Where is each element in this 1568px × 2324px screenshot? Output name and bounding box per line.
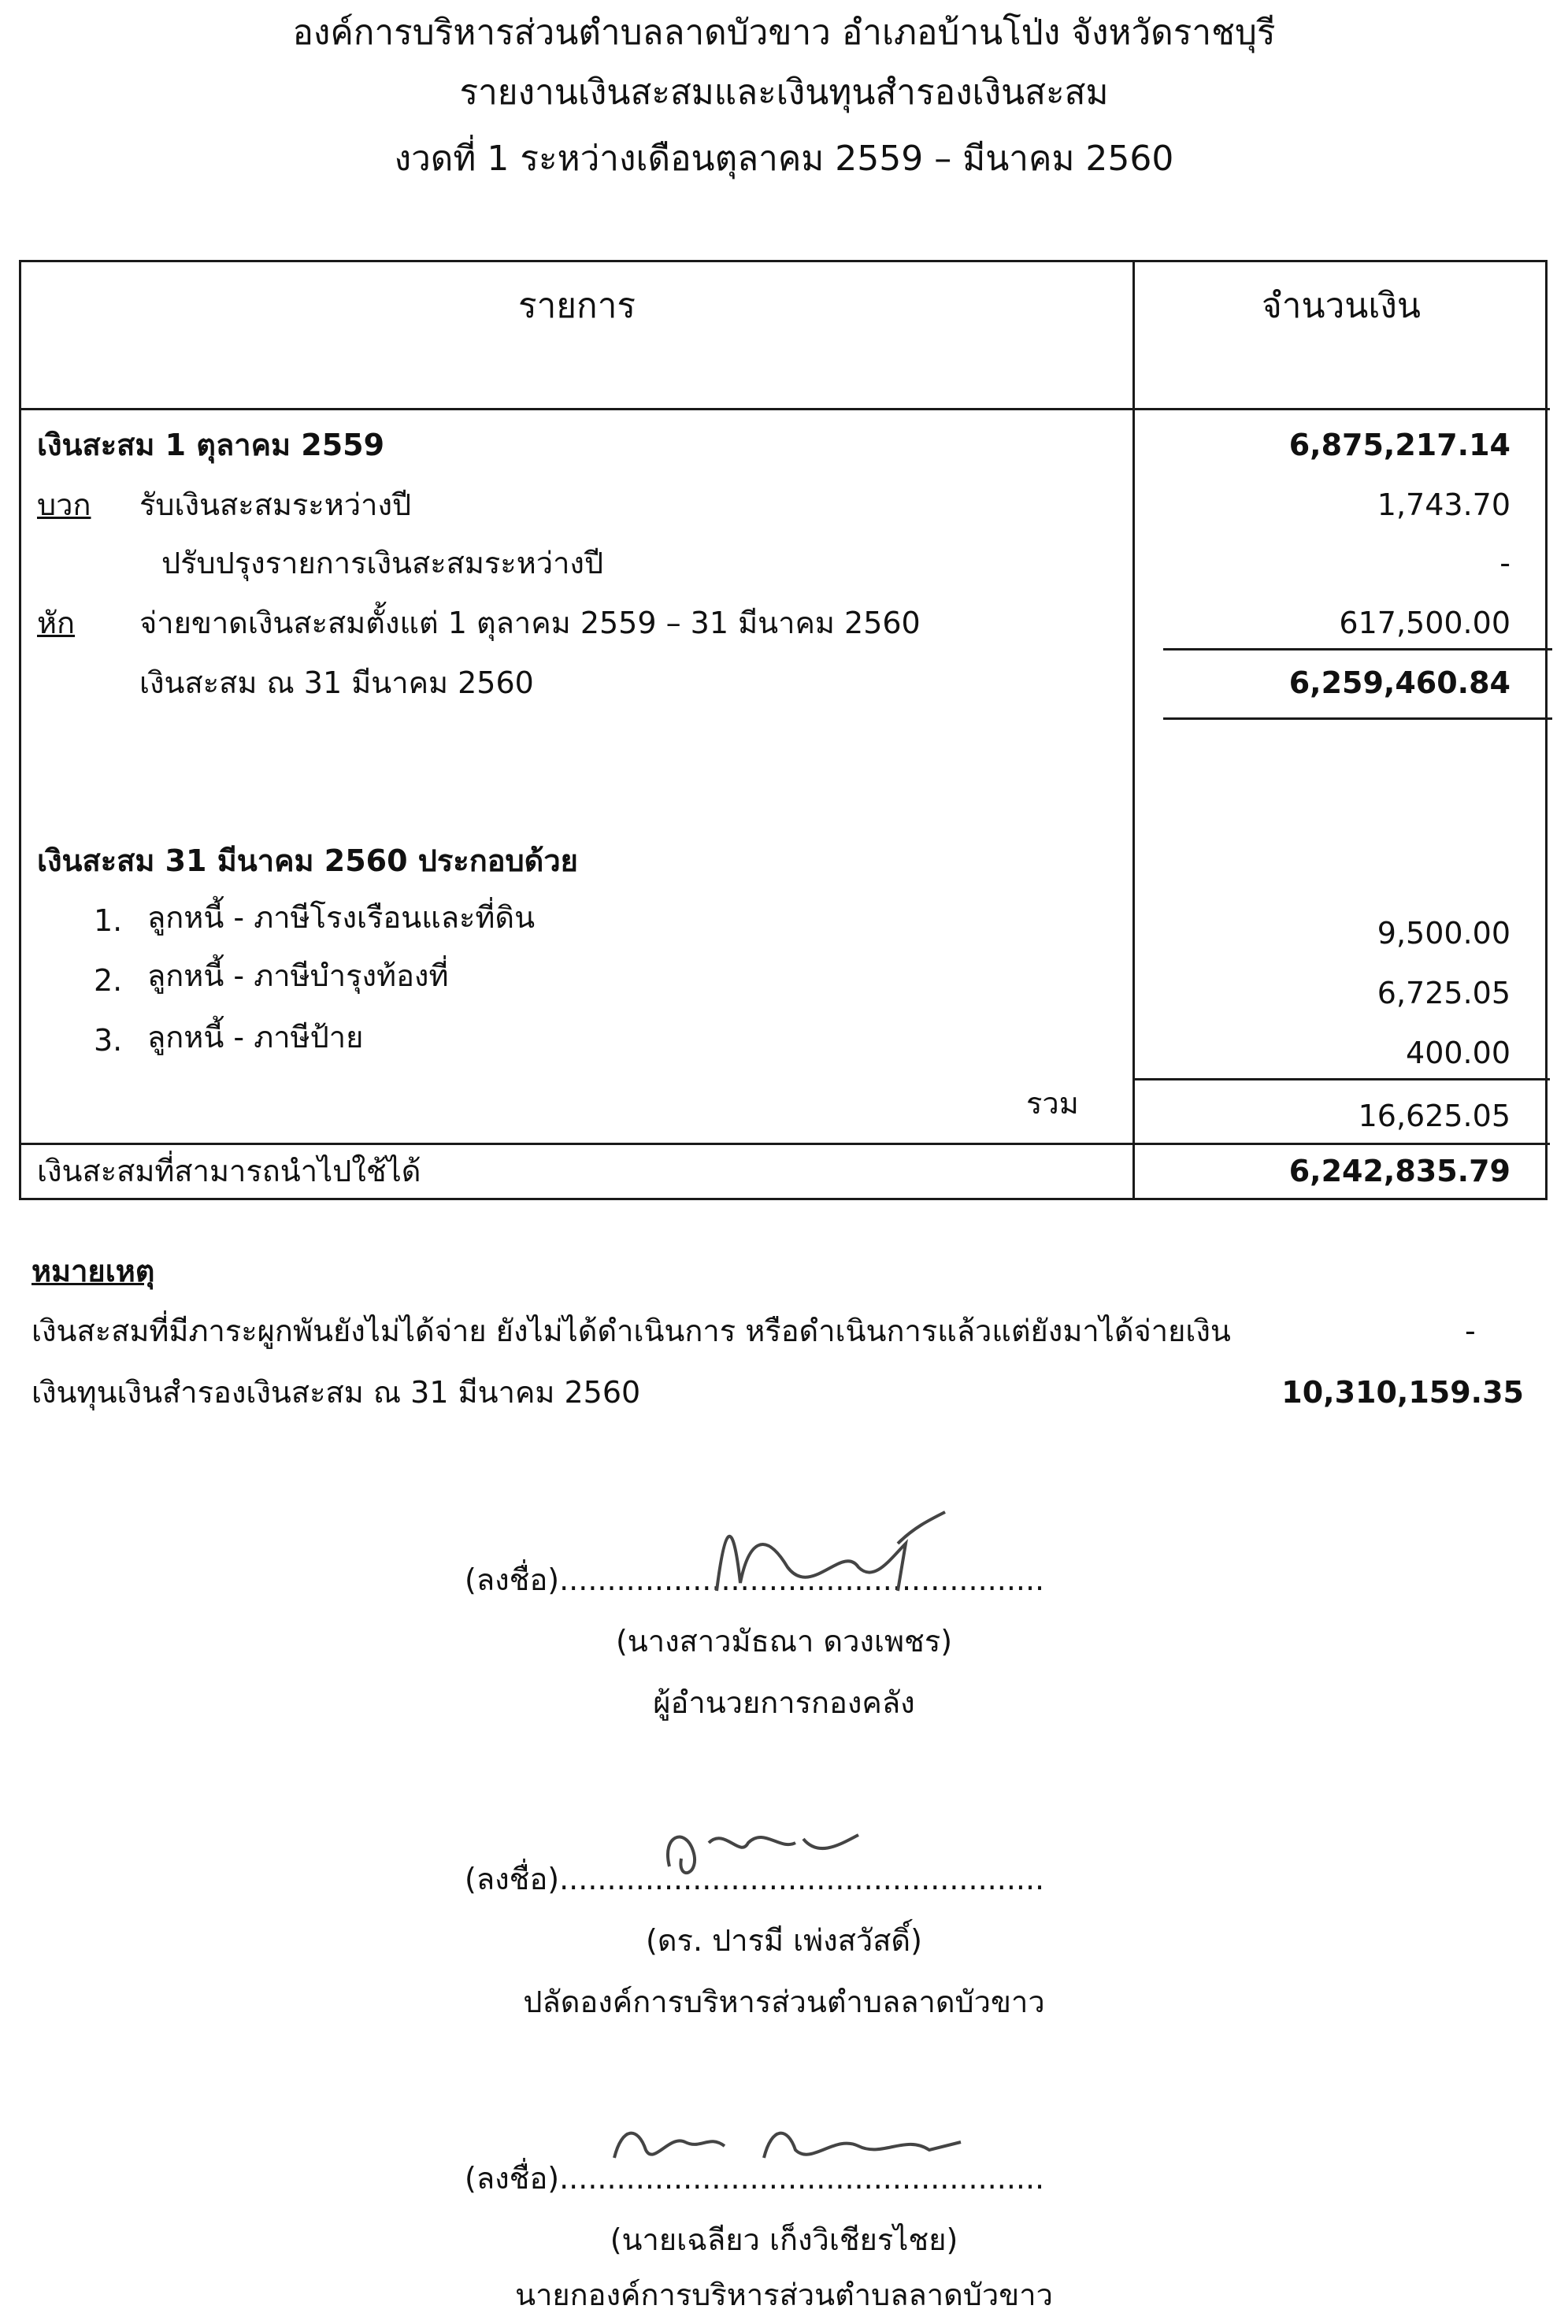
subtotal-rule [1163,648,1552,650]
notes-line1-amount: - [1465,1314,1476,1348]
item-1-label: ลูกหนี้ - ภาษีโรงเรือนและที่ดิน [147,900,536,935]
notes-line2-label: เงินทุนเงินสำรองเงินสะสม ณ 31 มีนาคม 2560 [32,1375,641,1410]
item-1-amount: 9,500.00 [1377,916,1511,951]
column-header-item: รายการ [517,286,636,326]
report-table [19,260,1548,1200]
notes-title: หมายเหตุ [32,1254,155,1288]
notes-line1-label: เงินสะสมที่มีภาระผูกพันยังไม่ได้จ่าย ยังไม่ได้ดำเนินการ หรือดำเนินการแล้วแต่ยังมาได้จ่ายเงิน [32,1314,1231,1348]
signer-position-2: ปลัดองค์การบริหารส่วนตำบลลาดบัวขาว [523,1985,1045,2019]
item-3-amount: 400.00 [1406,1036,1511,1070]
report-title: รายงานเงินสะสมและเงินทุนสำรองเงินสะสม [459,72,1109,113]
less-label: หัก [37,606,76,640]
total-amount: 16,625.05 [1358,1099,1511,1133]
composed-label: เงินสะสม 31 มีนาคม 2560 ประกอบด้วย [37,843,578,878]
column-header-amount: จำนวนเงิน [1262,286,1421,326]
usable-divider [21,1143,1550,1145]
add-receive-label: รับเงินสะสมระหว่างปี [139,487,412,522]
item-2-no: 2. [94,963,123,998]
signer-position-1: ผู้อำนวยการกองคลัง [653,1685,915,1720]
signer-name-1: (นางสาวมัธณา ดวงเพชร) [615,1624,953,1659]
signature-line-3: (ลงชื่อ)................................................... [465,2161,1045,2196]
signature-line-2: (ลงชื่อ)................................................... [465,1862,1045,1896]
signature-line-1: (ลงชื่อ)................................................... [465,1562,1045,1597]
opening-balance-amount: 6,875,217.14 [1288,428,1511,462]
balance-amount: 6,259,460.84 [1288,665,1511,700]
adjust-label: ปรับปรุงรายการเงินสะสมระหว่างปี [161,546,604,580]
signature-mark-2 [662,1819,866,1890]
item-3-label: ลูกหนี้ - ภาษีป้าย [147,1020,364,1055]
column-divider [1132,262,1135,1198]
usable-amount: 6,242,835.79 [1288,1154,1511,1188]
header-divider [21,408,1550,410]
signature-mark-1 [701,1496,953,1607]
less-pay-label: จ่ายขาดเงินสะสมตั้งแต่ 1 ตุลาคม 2559 – 31 มีนาคม 2560 [139,606,921,640]
total-label: รวม [1026,1086,1079,1121]
adjust-amount: - [1499,546,1511,580]
signer-name-2: (ดร. ปารมี เพ่งสวัสดิ์) [646,1923,922,1958]
item-3-no: 3. [94,1023,123,1058]
balance-label: เงินสะสม ณ 31 มีนาคม 2560 [139,665,534,700]
item-2-amount: 6,725.05 [1377,976,1511,1010]
balance-rule [1163,717,1552,720]
signer-name-3: (นายเฉลียว เก็งวิเชียรไชย) [610,2222,958,2257]
org-title: องค์การบริหารส่วนตำบลลาดบัวขาว อำเภอบ้านโป่ง จังหวัดราชบุรี [292,13,1276,53]
report-period: งวดที่ 1 ระหว่างเดือนตุลาคม 2559 – มีนาคม 2560 [394,139,1174,179]
opening-balance-label: เงินสะสม 1 ตุลาคม 2559 [37,428,385,462]
item-1-no: 1. [94,903,123,938]
usable-label: เงินสะสมที่สามารถนำไปใช้ได้ [37,1154,421,1188]
add-label: บวก [37,487,91,522]
item-2-label: ลูกหนี้ - ภาษีบำรุงท้องที่ [147,958,449,993]
notes-line2-amount: 10,310,159.35 [1281,1375,1524,1410]
signature-mark-3 [606,2111,969,2181]
less-pay-amount: 617,500.00 [1339,606,1511,640]
signer-position-3: นายกองค์การบริหารส่วนตำบลลาดบัวขาว [515,2278,1053,2312]
total-rule [1135,1078,1550,1080]
add-receive-amount: 1,743.70 [1377,487,1511,522]
